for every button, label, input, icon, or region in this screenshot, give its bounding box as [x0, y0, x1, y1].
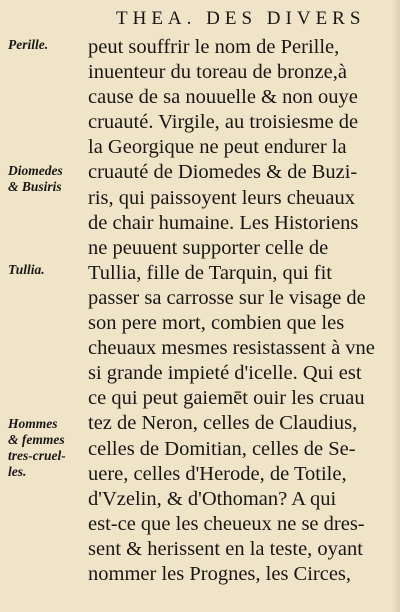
text-line: cruauté de Diomedes & de Buzi-: [88, 161, 358, 184]
text-line: celles de Domitian, celles de Se-: [88, 437, 356, 460]
text-line: peut souffrir le nom de Perille,: [88, 36, 340, 58]
margin-note-perille: [8, 37, 80, 53]
margin-note-line: & femmes: [8, 432, 65, 447]
text-line: sent & herissent en la teste, oyant: [88, 537, 363, 560]
margin-note-tullia: [8, 262, 80, 278]
main-text-block: [88, 35, 393, 587]
text-line: la Georgique ne peut endurer la: [88, 136, 347, 159]
page-edge-shadow: [392, 0, 400, 612]
margin-note-line: Hommes: [8, 416, 58, 431]
running-head: THEA. DES DIVERS: [116, 8, 366, 29]
text-line: inuenteur du toreau de bronze,à: [88, 61, 347, 84]
text-line: cause de sa nouuelle & non ouye: [88, 86, 358, 109]
text-line: si grande impieté d'icelle. Qui est: [88, 362, 362, 385]
text-line: ne peuuent supporter celle de: [88, 236, 329, 259]
margin-note-line: & Busiris: [8, 179, 62, 194]
text-line: uere, celles d'Herode, de Totile,: [88, 462, 347, 485]
text-line: ce qui peut gaiemēt ouir les cruau: [88, 387, 365, 410]
text-line: d'Vzelin, & d'Othoman? A qui: [88, 487, 337, 510]
text-line: cheuaux mesmes resistassent à vne: [88, 337, 375, 360]
margin-note-hommes: [8, 416, 80, 480]
text-line: ris, qui paissoyent leurs cheuaux: [88, 186, 356, 209]
margin-note-line: tres-cruel-: [8, 448, 66, 463]
text-line: cruauté. Virgile, au troisiesme de: [88, 111, 359, 134]
text-line: nommer les Prognes, les Circes,: [88, 562, 352, 585]
text-line: passer sa carrosse sur le visage de: [88, 286, 366, 309]
text-line: tez de Neron, celles de Claudius,: [88, 412, 358, 435]
margin-note-diomedes: [8, 163, 80, 195]
text-line: est-ce que les cheueux ne se dres-: [88, 512, 365, 535]
text-line: son pere mort, combien que les: [88, 312, 345, 335]
margin-note-line: Diomedes: [8, 163, 63, 178]
text-line: Tullia, fille de Tarquin, qui fit: [88, 261, 332, 284]
margin-note-line: les.: [8, 464, 27, 479]
text-line: de chair humaine. Les Historiens: [88, 211, 359, 234]
margin-note-line: Perille.: [8, 37, 49, 52]
margin-note-line: Tullia.: [8, 262, 45, 277]
